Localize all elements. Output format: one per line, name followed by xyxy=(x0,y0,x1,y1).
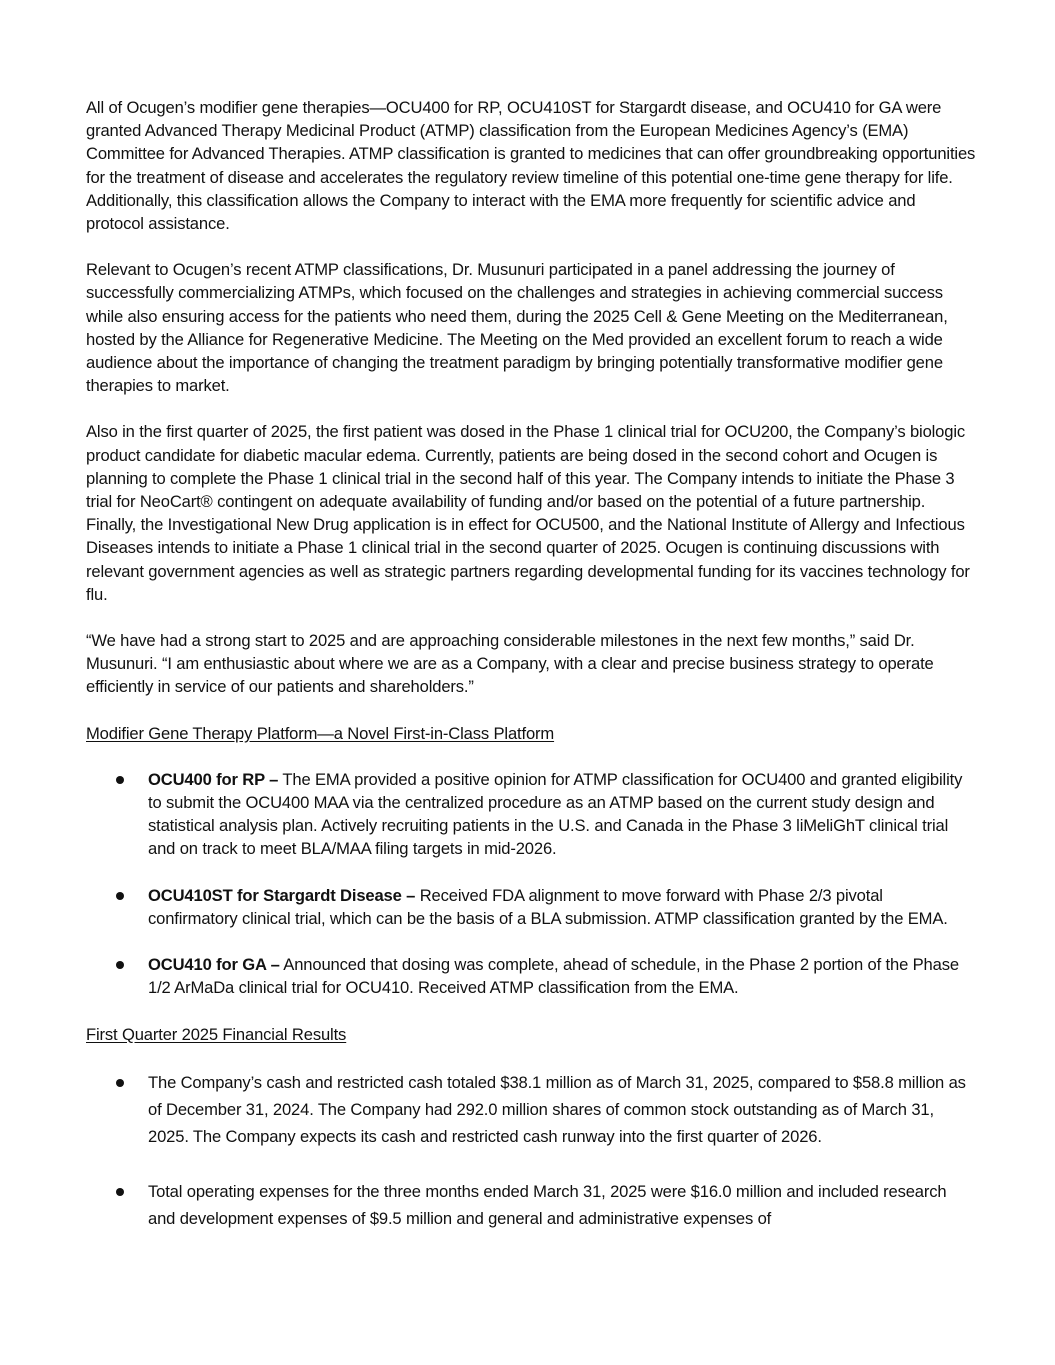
bullet-text: The EMA provided a positive opinion for ATMP classification for OCU400 and granted eligibility to submit the OCU400 MAA via the centralized procedure as an ATMP based on the current study design and statistical analysis plan. Actively recruiting patients in the U.S. and Canada in the Phase 3 liMeliGhT clinical trial and on track to meet BLA/MAA filing targets in mid-2026. xyxy=(148,769,963,859)
section-heading-platform: Modifier Gene Therapy Platform—a Novel First-in-Class Platform xyxy=(86,723,555,743)
bullet-icon xyxy=(116,776,124,784)
platform-bullet-list xyxy=(86,768,976,1000)
bullet-label: OCU410ST for Stargardt Disease – xyxy=(148,885,416,905)
paragraph-atmp-classification: All of Ocugen’s modifier gene therapies—OCU400 for RP, OCU410ST for Stargardt disease, and OCU410 for GA were granted Advanced Therapy Medicinal Product (ATMP) classification from the European Medicines Agency’s (EMA) Committee for Advanced Therapies. ATMP classification is granted to medicines that can offer groundbreaking opportunities for the treatment of disease and accelerates the regulatory review timeline of this potential one-time gene therapy for life. Additionally, this classification allows the Company to interact with the EMA more frequently for scientific advice and protocol assistance. xyxy=(86,98,976,234)
bullet-text: Announced that dosing was complete, ahead of schedule, in the Phase 2 portion of the Phase 1/2 ArMaDa clinical trial for OCU410. Received ATMP classification from the EMA. xyxy=(148,955,959,998)
list-item xyxy=(86,1178,976,1232)
bullet-icon xyxy=(116,961,124,969)
paragraph-ceo-quote: “We have had a strong start to 2025 and are approaching considerable milestones in the next few months,” said Dr. Musunuri. “I am enthusiastic about where we are as a Company, with a clear and precise business strategy to operate efficiently in service of our patients and shareholders.” xyxy=(86,631,934,697)
bullet-text: Received FDA alignment to move forward with Phase 2/3 pivotal confirmatory clinical trial, which can be the basis of a BLA submission. ATMP classification granted by the EMA. xyxy=(148,885,948,928)
list-item xyxy=(86,953,976,999)
bullet-label: OCU400 for RP – xyxy=(148,769,279,789)
bullet-text: Total operating expenses for the three months ended March 31, 2025 were $16.0 million and included research and development expenses of $9.5 million and general and administrative expenses of xyxy=(148,1181,947,1228)
bullet-label: OCU410 for GA – xyxy=(148,955,280,975)
bullet-icon xyxy=(116,1188,124,1196)
bullet-icon xyxy=(116,892,124,900)
list-item xyxy=(86,768,976,861)
bullet-icon xyxy=(116,1079,124,1087)
list-item xyxy=(86,884,976,930)
paragraph-first-quarter-pipeline: Also in the first quarter of 2025, the first patient was dosed in the Phase 1 clinical trial for OCU200, the Company’s biologic product candidate for diabetic macular edema. Currently, patients are being dosed in the second cohort and Ocugen is planning to complete the Phase 1 clinical trial in the second half of this year. The Company intends to initiate the Phase 3 trial for NeoCart® contingent on adequate availability of funding and/or based on the potential of a future partnership. Finally, the Investigational New Drug application is in effect for OCU500, and the National Institute of Allergy and Infectious Diseases intends to initiate a Phase 1 clinical trial in the second quarter of 2025. Ocugen is continuing discussions with relevant government agencies as well as strategic partners regarding developmental funding for its vaccines technology for flu. xyxy=(86,422,970,604)
section-heading-financial: First Quarter 2025 Financial Results xyxy=(86,1024,347,1044)
document-page xyxy=(86,96,976,1260)
financial-bullet-list xyxy=(86,1069,976,1232)
list-item xyxy=(86,1069,976,1150)
paragraph-cell-gene-meeting: Relevant to Ocugen’s recent ATMP classifications, Dr. Musunuri participated in a panel addressing the journey of successfully commercializing ATMPs, which focused on the challenges and strategies in achieving commercial success while also ensuring access for the patients who need them, during the 2025 Cell & Gene Meeting on the Mediterranean, hosted by the Alliance for Regenerative Medicine. The Meeting on the Med provided an excellent forum to reach a wide audience about the importance of changing the treatment paradigm by bringing potentially transformative modifier gene therapies to market. xyxy=(86,260,948,396)
bullet-text: The Company’s cash and restricted cash totaled $38.1 million as of March 31, 2025, compared to $58.8 million as of December 31, 2024. The Company had 292.0 million shares of common stock outstanding as of March 31, 2025. The Company expects its cash and restricted cash runway into the first quarter of 2026. xyxy=(148,1072,966,1146)
